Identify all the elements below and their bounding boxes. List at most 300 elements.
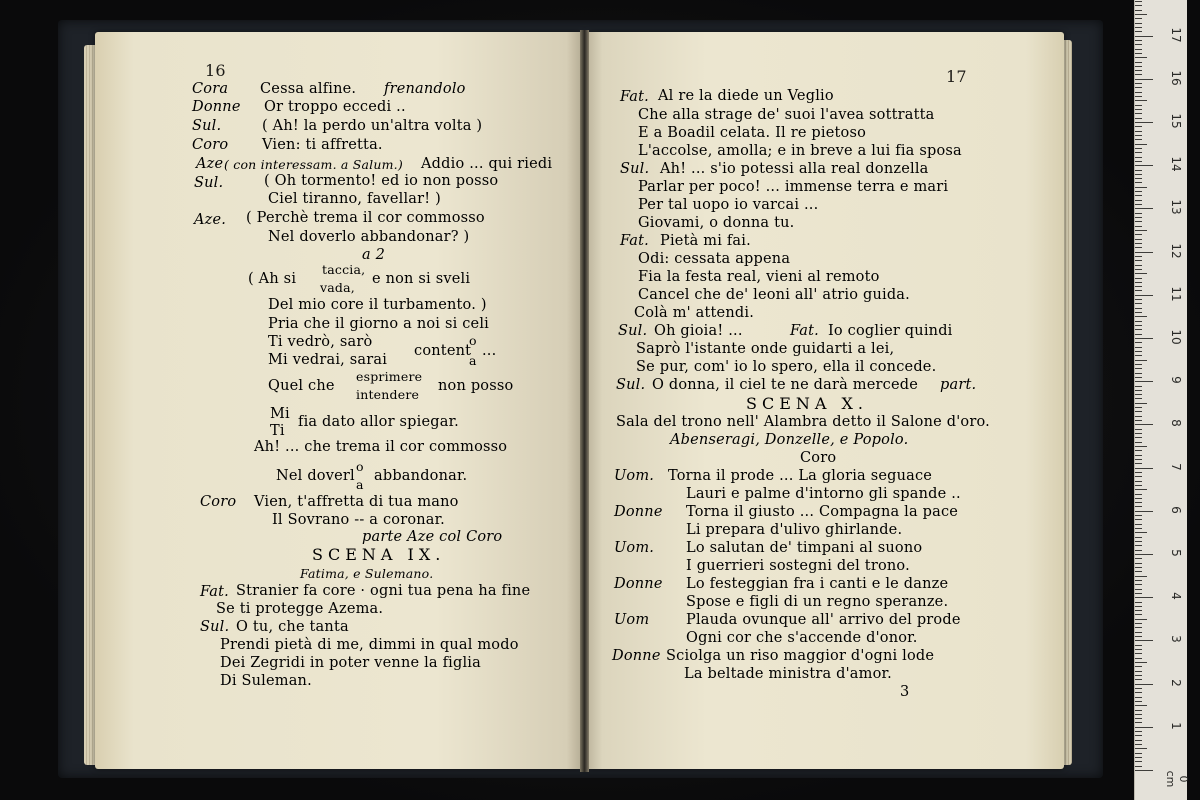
speaker-label: Sul. [618,323,648,339]
ruler-tick [1135,766,1142,767]
ruler-tick [1135,316,1147,317]
ruler-number: 8 [1169,419,1183,428]
verse-line: Addio ... qui riedi [421,156,553,172]
ruler-tick [1135,757,1142,758]
verse-line: Lauri e palme d'intorno gli spande .. [686,486,961,502]
speaker-label: Donne [612,648,661,664]
ruler-tick [1135,584,1142,585]
scene-setting: Sala del trono nell' Alambra detto il Salone d'oro. [616,414,990,430]
ruler-tick [1135,433,1142,434]
speaker-label: Coro [192,137,229,153]
ruler-tick [1135,718,1142,719]
ruler-tick [1135,53,1142,54]
speaker-label: Aze. [194,212,227,228]
ruler-tick [1135,619,1147,620]
ruler-tick [1135,377,1142,378]
ruler-tick [1135,576,1147,577]
ruler-tick [1135,157,1142,158]
ruler-tick [1135,455,1142,456]
ruler-tick [1135,178,1142,179]
ruler-tick [1135,282,1142,283]
verse-line: Dei Zegridi in poter venne la figlia [220,655,481,671]
ruler-tick [1135,614,1142,615]
verse-line: Parlar per poco! ... immense terra e mari [638,179,949,195]
ruler-tick [1135,208,1153,209]
speaker-label: Sul. [192,118,222,134]
ruler-tick [1135,10,1142,11]
ruler-number: 11 [1169,286,1183,302]
ruler-tick [1135,152,1142,153]
ruler-tick [1135,217,1142,218]
ruler-tick [1135,96,1142,97]
verse-line: Colà m' attendi. [634,305,755,321]
ruler-tick [1135,303,1142,304]
ruler-tick [1135,18,1142,19]
ruler-tick [1135,278,1142,279]
ruler-tick [1135,519,1142,520]
verse-line: Ah! ... s'io potessi alla real donzella [660,161,929,177]
ruler-tick [1135,476,1142,477]
ruler-tick [1135,722,1142,723]
ruler-tick [1135,666,1142,667]
ruler-number: 3 [1169,635,1183,644]
verse-line: ( Ah! la perdo un'altra volta ) [262,118,483,134]
ruler-tick [1135,701,1142,702]
ruler-tick [1135,580,1142,581]
ruler-tick [1135,602,1142,603]
ruler-tick [1135,92,1142,93]
ruler-tick [1135,429,1142,430]
ruler-tick [1135,446,1147,447]
verse-line: Nel doverl [276,468,355,484]
speaker-label: Sul. [200,619,230,635]
ruler-tick [1135,368,1142,369]
stage-direction: part. [940,377,977,393]
ruler-tick [1135,23,1142,24]
ruler-tick [1135,744,1142,745]
ruler-tick [1135,524,1142,525]
ruler-tick [1135,265,1142,266]
verse-line: Se ti protegge Azema. [216,601,384,617]
ruler-tick [1135,735,1142,736]
verse-line: L'accolse, amolla; e in breve a lui fia sposa [638,143,962,159]
ruler-number: 16 [1169,70,1183,86]
speaker-label: Fat. [200,584,229,600]
ruler-tick [1135,550,1142,551]
ruler-tick [1135,221,1142,222]
ruler-tick [1135,411,1142,412]
ruler-tick [1135,252,1153,253]
ruler-tick [1135,299,1142,300]
verse-line: content [414,343,472,359]
ruler-tick [1135,610,1142,611]
ruler-tick [1135,342,1142,343]
verse-line: E a Boadil celata. Il re pietoso [638,125,867,141]
ruler-tick [1135,295,1153,296]
ruler-tick [1135,273,1147,274]
ruler-tick [1135,705,1147,706]
ruler-tick [1135,200,1142,201]
ruler-number: 6 [1169,505,1183,514]
ruler-tick [1135,424,1153,425]
ruler-tick [1135,545,1142,546]
verse-line: Pria che il giorno a noi si celi [268,316,490,332]
ruler-tick [1135,753,1142,754]
ruler-tick [1135,83,1142,84]
ruler-tick [1135,321,1142,322]
verse-line: Pietà mi fai. [660,233,751,249]
ruler-tick [1135,234,1142,235]
ruler-tick [1135,563,1142,564]
ruler-tick [1135,100,1147,101]
verse-line: fia dato allor spiegar. [298,414,459,430]
verse-line: esprimere [356,369,423,384]
book-gutter [580,30,589,772]
ruler-tick [1135,714,1142,715]
verse-line: vada, [320,280,355,295]
ruler-tick [1135,174,1142,175]
verse-line: Ogni cor che s'accende d'onor. [686,630,918,646]
speaker-label: Cora [192,81,229,97]
ruler-tick [1135,636,1142,637]
ruler-tick [1135,360,1147,361]
ruler-tick [1135,684,1153,685]
ruler-tick [1135,70,1142,71]
ruler-tick [1135,398,1142,399]
ruler-tick [1135,260,1142,261]
ruler-tick [1135,394,1142,395]
ruler-number: 14 [1169,156,1183,172]
ruler-tick [1135,407,1142,408]
ruler-tick [1135,658,1142,659]
ruler-tick [1135,386,1142,387]
verse-line: O tu, che tanta [236,619,349,635]
verse-line: Sciolga un riso maggior d'ogni lode [666,648,935,664]
ruler-tick [1135,403,1147,404]
stage-direction: parte Aze col Coro [362,529,503,545]
scene-characters: Abenseragi, Donzelle, e Popolo. [670,432,909,448]
ruler-tick [1135,170,1142,171]
verse-line: ( Perchè trema il cor commosso [246,210,485,226]
ruler-tick [1135,44,1142,45]
speaker-label: Donne [192,99,241,115]
verse-line: Li prepara d'ulivo ghirlande. [686,522,903,538]
ruler-tick [1135,688,1142,689]
ruler-tick [1135,226,1142,227]
ruler-tick [1135,351,1142,352]
verse-line: Stranier fa core · ogni tua pena ha fine [236,583,531,599]
ruler-number: 4 [1169,592,1183,600]
ruler-tick [1135,213,1142,214]
ruler-tick [1135,57,1147,58]
ruler-tick [1135,649,1142,650]
ruler-tick [1135,593,1142,594]
verse-line: ( Oh tormento! ed io non posso [264,173,499,189]
ruler-number: 17 [1169,26,1183,43]
ruler-number: 2 [1169,678,1183,687]
ruler-tick [1135,74,1142,75]
ruler-tick [1135,761,1142,762]
ruler-tick [1135,692,1142,693]
ruler-tick [1135,645,1142,646]
ruler-number: 5 [1169,549,1183,557]
ruler-tick [1135,118,1142,119]
chorus-heading: Coro [800,450,837,466]
ruler-tick [1135,597,1153,598]
ruler-tick [1135,740,1142,741]
ruler-tick [1135,710,1142,711]
ruler-tick [1135,640,1153,641]
ruler-tick [1135,256,1142,257]
ruler-tick [1135,420,1142,421]
speaker-label: Uom. [614,468,655,484]
verse-line: Lo salutan de' timpani al suono [686,540,923,556]
verse-line: Spose e figli di un regno speranze. [686,594,949,610]
speaker-label: Fat. [620,233,649,249]
speaker-label: Fat. [790,323,819,339]
ruler-tick [1135,623,1142,624]
speaker-label: Sul. [620,161,650,177]
ruler-tick [1135,541,1142,542]
speaker-label: Aze [196,156,224,172]
speaker-label: Donne [614,504,663,520]
page-number: 16 [205,61,226,80]
ruler-tick [1135,627,1142,628]
ruler-tick [1135,554,1153,555]
ruler-tick [1135,105,1142,106]
ruler-tick [1135,187,1147,188]
ruler-number: 9 [1169,376,1183,384]
ruler-tick [1135,727,1153,728]
ruler-tick [1135,373,1142,374]
ruler-tick [1135,537,1142,538]
ruler-number: 1 [1169,721,1183,730]
ruler-tick [1135,161,1142,162]
verse-line: Io coglier quindi [828,323,953,339]
ruler-tick [1135,347,1142,348]
ruler-tick [1135,481,1142,482]
verse-line: Lo festeggian fra i canti e le danze [686,576,949,592]
scene-heading: SCENA X. [746,394,868,413]
ruler-tick [1135,144,1147,145]
ruler-tick [1135,571,1142,572]
verse-line: Per tal uopo io varcai ... [638,197,819,213]
verse-line: Vien: ti affretta. [262,137,383,153]
ruler-tick [1135,109,1142,110]
verse-line: Ciel tiranno, favellar! ) [268,191,441,207]
verse-line: Ah! ... che trema il cor commosso [254,439,508,455]
ruler-tick [1135,463,1142,464]
verse-line: Mi [270,406,290,422]
ruler-tick [1135,489,1147,490]
ruler-tick [1135,468,1153,469]
verse-line: Torna il prode ... La gloria seguace [668,468,933,484]
verse-line: a [356,477,364,492]
ruler-tick [1135,329,1142,330]
verse-line: non posso [438,378,514,394]
ruler-tick [1135,325,1142,326]
ruler-tick [1135,494,1142,495]
ruler-tick [1135,632,1142,633]
ruler-number: 10 [1169,329,1183,345]
ruler-number: 12 [1169,242,1183,259]
ruler-tick [1135,87,1142,88]
ruler-tick [1135,390,1142,391]
ruler-tick [1135,515,1142,516]
verse-line: Di Suleman. [220,673,312,689]
verse-line: e non si sveli [372,271,471,287]
verse-line: o [469,333,477,348]
ruler-tick [1135,334,1142,335]
ruler-tick [1135,66,1142,67]
ruler-tick [1135,485,1142,486]
speaker-label: Coro [200,494,237,510]
verse-line: Plauda ovunque all' arrivo del prode [686,612,961,628]
signature-mark: 3 [900,684,910,700]
ruler-tick [1135,748,1147,749]
verse-line: O donna, il ciel te ne darà mercede [652,377,919,393]
speaker-label: Fat. [620,89,649,105]
verse-line: a [469,353,477,368]
ruler-tick [1135,381,1153,382]
verse-line: Cancel che de' leoni all' atrio guida. [638,287,910,303]
ruler-tick [1135,131,1142,132]
ruler-tick [1135,498,1142,499]
ruler-tick [1135,437,1142,438]
ruler-tick [1135,364,1142,365]
ruler-tick [1135,662,1147,663]
ruler-number: 13 [1169,199,1183,216]
ruler-tick [1135,5,1142,6]
ruler-tick [1135,589,1142,590]
ruler-tick [1135,126,1142,127]
verse-line: Che alla strage de' suoi l'avea sottratta [638,107,935,123]
speaker-label: Sul. [194,175,224,191]
speaker-label: Uom [614,612,650,628]
ruler-tick [1135,528,1142,529]
ruler-tick [1135,239,1142,240]
verse-line: Vien, t'affretta di tua mano [254,494,459,510]
verse-line: Oh gioia! ... [654,323,743,339]
ruler-tick [1135,558,1142,559]
verse-line: Al re la diede un Veglio [658,88,834,104]
ruler-tick [1135,338,1153,339]
ruler-tick [1135,290,1142,291]
ruler-tick [1135,191,1142,192]
ruler-tick [1135,14,1147,15]
ruler-tick [1135,459,1142,460]
verse-line: La beltade ministra d'amor. [684,666,892,682]
ruler-tick [1135,472,1142,473]
ruler-tick [1135,770,1153,771]
ruler-tick [1135,31,1142,32]
verse-line: Mi vedrai, sarai [268,352,388,368]
ruler-tick [1135,671,1142,672]
ruler-tick [1135,286,1142,287]
ruler-tick [1135,148,1142,149]
ruler-tick [1135,679,1142,680]
verse-line: Cessa alfine. [260,81,357,97]
verse-line: Ti vedrò, sarò [268,334,373,350]
ruler-tick [1135,416,1142,417]
ruler-tick [1135,165,1153,166]
verse-line: Prendi pietà di me, dimmi in qual modo [220,637,519,653]
ruler-tick [1135,1,1142,2]
ruler-tick [1135,308,1142,309]
verse-line: Ti [270,423,285,439]
ruler-tick [1135,312,1142,313]
ruler-tick [1135,442,1142,443]
ruler-tick [1135,243,1142,244]
ruler-tick [1135,653,1142,654]
stage-direction: ( con interessam. a Salum.) [224,157,403,172]
speaker-label: Donne [614,576,663,592]
ruler-tick [1135,40,1142,41]
verse-line: Giovami, o donna tu. [638,215,795,231]
page-number: 17 [946,67,967,86]
ruler-tick [1135,139,1142,140]
verse-line: Fia la festa real, vieni al remoto [638,269,880,285]
ruler-tick [1135,230,1147,231]
ruler-number: 7 [1169,462,1183,471]
ruler-tick [1135,27,1142,28]
ruler-tick [1135,269,1142,270]
verse-line: ... [482,343,497,359]
verse-line: Nel doverlo abbandonar? ) [268,229,470,245]
verse-line: Odi: cessata appena [638,251,791,267]
verse-line: abbandonar. [374,468,468,484]
ruler-tick [1135,204,1142,205]
ruler-tick [1135,79,1153,80]
ruler-tick [1135,502,1142,503]
speaker-label: Sul. [616,377,646,393]
ruler-tick [1135,731,1142,732]
ruler-tick [1135,532,1147,533]
scene-characters: Fatima, e Sulemano. [300,566,434,581]
ruler-unit: 0 cm [1164,770,1190,788]
ruler-tick [1135,49,1142,50]
ruler-tick [1135,62,1142,63]
verse-line: intendere [356,387,420,402]
verse-line: I guerrieri sostegni del trono. [686,558,910,574]
ruler-tick [1135,606,1142,607]
verse-line: Saprò l'istante onde guidarti a lei, [636,341,895,357]
verse-line: Il Sovrano -- a coronar. [272,512,445,528]
ruler-tick [1135,247,1142,248]
ruler-tick [1135,36,1153,37]
ruler-tick [1135,450,1142,451]
ruler-tick [1135,675,1142,676]
ruler-tick [1135,135,1142,136]
speaker-label: Uom. [614,540,655,556]
verse-line: taccia, [322,262,366,277]
ruler-tick [1135,122,1153,123]
measuring-ruler [1134,0,1190,800]
ruler-tick [1135,697,1142,698]
verse-line: Del mio core il turbamento. ) [268,297,487,313]
verse-line: o [356,459,364,474]
verse-line: ( Ah si [248,271,297,287]
ruler-tick [1135,355,1142,356]
verse-line: Se pur, com' io lo spero, ella il concede. [636,359,937,375]
stage-direction: a 2 [362,247,386,263]
scene-heading: SCENA IX. [312,545,446,564]
verse-line: Torna il giusto ... Compagna la pace [686,504,959,520]
verse-line: Quel che [268,378,335,394]
ruler-tick [1135,567,1142,568]
ruler-number: 15 [1169,113,1183,129]
ruler-tick [1135,506,1142,507]
